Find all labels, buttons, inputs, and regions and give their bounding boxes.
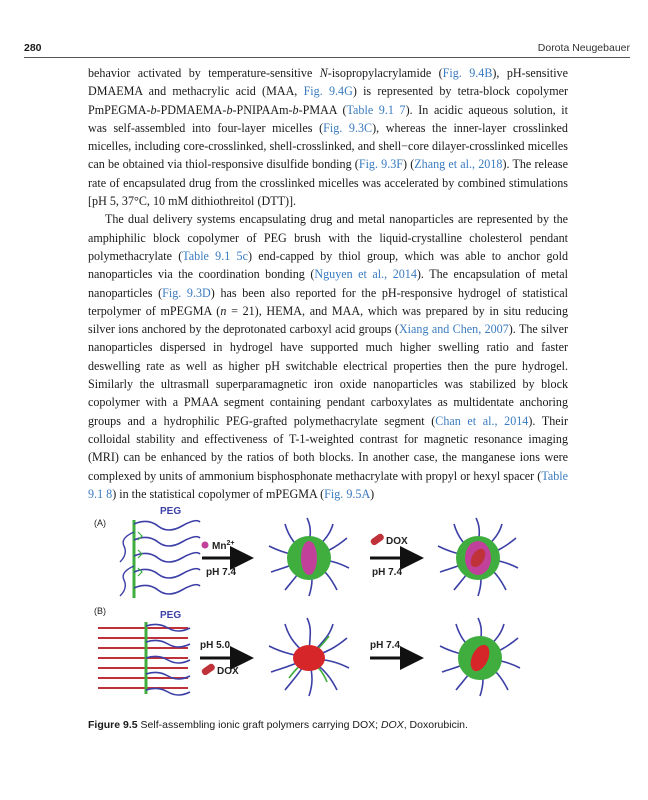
paragraph-1: behavior activated by temperature-sensitive N-isopropylacrylamide (Fig. 9.4B), pH-sensitive DMAEMA and methacrylic acid (MAA, Fig. 9.4G) is represented by tetra-block copolymer PmPEGMA-b-PDMAEMA-b-PNIPAAm-b-PMAA (Table 9.1 7). In acidic aqueous solution, it was self-assembled into four-layer micelles (Fig. 9.3C), whereas the inner-layer crosslinked micelles, including core-crosslinked, shell-crosslinked, and shell−core dilayer-crosslinked micelles can be obtained via thiol-responsive disulfide bonding (Fig. 9.3F) (Zhang et al., 2018). The release rate of encapsulated drug from the crosslinked micelles was accelerated by combined stimulations [pH 5, 37°C, 10 mM dithiothreitol (DTT)]. <box>88 66 569 209</box>
panel-b-label: (B) <box>94 606 106 616</box>
mn-label: $Mn^{2+}$ <box>212 540 235 552</box>
ref-fig-9-4b[interactable]: Fig. 9.4B <box>442 66 493 80</box>
ref-fig-9-3f[interactable]: Fig. 9.3F <box>358 157 404 172</box>
ph-label-a1: pH 7.4 <box>206 567 237 578</box>
dox-label-b: DOX <box>217 666 239 677</box>
running-author: Dorota Neugebauer <box>537 42 630 54</box>
ref-table-9-1-8[interactable]: Table 9.1 8 <box>88 468 568 501</box>
dox-label-a: DOX <box>386 536 408 547</box>
ref-fig-9-3c[interactable]: Fig. 9.3C <box>323 120 373 135</box>
figure-9-5 <box>88 502 568 710</box>
page-number: 280 <box>24 42 42 54</box>
ref-fig-9-3d[interactable]: Fig. 9.3D <box>162 285 211 300</box>
figure-caption: Figure 9.5 Self-assembling ionic graft polymers carrying DOX; DOX, Doxorubicin. <box>88 719 468 731</box>
ref-xiang-chen-2007[interactable]: Xiang and Chen, 2007 <box>398 322 509 337</box>
mn-ion-icon <box>202 542 209 549</box>
body-text <box>88 64 568 503</box>
ref-fig-9-4g[interactable]: Fig. 9.4G <box>303 84 353 99</box>
figure-diagram <box>88 502 568 710</box>
peg-label-b: PEG <box>160 610 182 621</box>
micelle-b2 <box>440 618 520 696</box>
header-rule <box>24 57 630 58</box>
ref-table-9-1-5c[interactable]: Table 9.1 5c <box>182 248 248 263</box>
figure-label: Figure 9.5 <box>88 719 138 731</box>
micelle-b1 <box>269 618 349 696</box>
ph-label-a2: pH 7.4 <box>372 567 403 578</box>
ph-label-b2: pH 7.4 <box>370 640 401 651</box>
ref-chan-2014[interactable]: Chan et al., 2014 <box>435 413 529 428</box>
page-header <box>24 42 630 56</box>
dox-pill-icon-b <box>201 663 216 677</box>
paragraph-2: The dual delivery systems encapsulating drug and metal nanoparticles are represented by the amphiphilic block copolymer of PEG brush with the liquid-crystalline cholesterol pendant polymethacrylate (Table 9.1 5c) end-capped by thiol group, which was able to anchor gold nanoparticles via the coordination bonding (Nguyen et al., 2014). The encapsulation of metal nanoparticles (Fig. 9.3D) has been also reported for the pH-responsive hydrogel of statistical terpolymer of mPEGMA (n = 21), HEMA, and MAA, which was prepared by in situ reducing silver ions anchored by the deprotonated carboxyl acid groups (Xiang and Chen, 2007). The silver nanoparticles dispersed in hydrogel have supported much higher swelling ratio and faster deswelling rate as well as higher pH switchable electrical properties then the pure hydrogel. Similarly the ultrasmall superparamagnetic iron oxide nanoparticles was stabilized by block copolymer with a PMAA segment containing pendant carboxylates as multidentate anchoring groups and a hydrophilic PEG-grafted polymethacrylate segment (Chan et al., 2014). Their colloidal stability and effectiveness of T-1-weighted contrast for magnetic resonance imaging (MRI) can be enhanced by the ratios of both blocks. In another case, the manganese ions were complexed by units of ammonium bisphosphonate methacrylate with propyl or hexyl spacer (Table 9.1 8) in the statistical copolymer of mPEGMA (Fig. 9.5A) <box>88 212 569 501</box>
ref-fig-9-5a[interactable]: Fig. 9.5A <box>324 486 371 501</box>
micelle-a2 <box>438 518 518 596</box>
micelle-a1 <box>269 518 349 596</box>
dox-pill-icon-a <box>370 533 385 547</box>
ref-table-9-1-7[interactable]: Table 9.1 7 <box>346 102 406 117</box>
graft-copolymer-a <box>120 520 200 598</box>
ref-zhang-2018[interactable]: Zhang et al., 2018 <box>414 157 503 172</box>
ref-nguyen-2014[interactable]: Nguyen et al., 2014 <box>314 267 417 282</box>
ph-label-b1: pH 5.0 <box>200 640 231 651</box>
graft-copolymer-b <box>98 622 190 695</box>
peg-label-a: PEG <box>160 506 182 517</box>
panel-a-label: (A) <box>94 518 106 528</box>
